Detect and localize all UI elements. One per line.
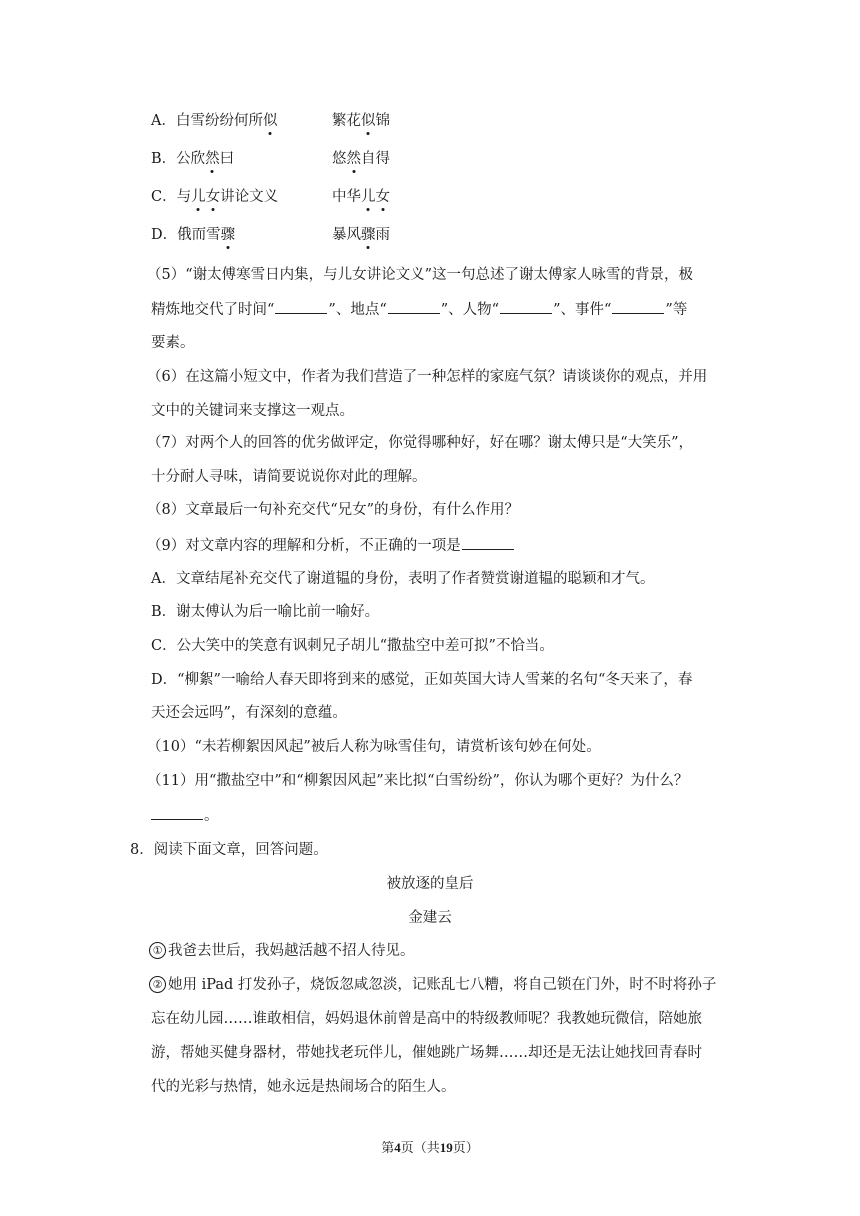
option-b-right: 悠然自得	[332, 151, 390, 167]
option-letter: D．	[151, 227, 178, 243]
q9-stem	[147, 535, 727, 556]
q9-option-b: B．谢太傅认为后一喻比前一喻好。	[151, 604, 380, 620]
q5-line3: 要素。	[151, 335, 195, 351]
page-footer	[0, 1138, 860, 1159]
emphasis-dot: 骤	[220, 227, 236, 243]
emphasis-dot: 然	[205, 151, 220, 167]
paragraph-number-2: ②	[149, 976, 166, 993]
article-title: 被放逐的皇后	[386, 876, 474, 892]
option-b-left: B．公欣然曰	[151, 151, 235, 167]
q9-option-d2: 天还会远吗”，有深刻的意蕴。	[151, 705, 347, 721]
option-letter: A．	[151, 113, 176, 129]
q7-line2: 十分耐人寻味，请简要说说你对此的理解。	[151, 469, 427, 485]
option-d-right: 暴风骤雨	[332, 227, 390, 243]
footer-text: 页）	[452, 1141, 479, 1156]
q9-option-a: A．文章结尾补充交代了谢道韫的身份，表明了作者赞赏谢道韫的聪颖和才气。	[151, 571, 655, 587]
answer-blank[interactable]	[462, 535, 514, 550]
q5-text: 精炼地交代了时间“	[151, 302, 275, 318]
option-d-left: D．俄而雪骤	[151, 227, 236, 243]
emphasis-dot: 骤	[361, 227, 376, 243]
q8: （8）文章最后一句补充交代“兄女”的身份，有什么作用？	[147, 502, 520, 518]
footer-text: 页（共	[400, 1141, 440, 1156]
q11-end: 。	[204, 808, 219, 824]
paragraph-number-1: ①	[149, 942, 166, 959]
q5-text: ”、地点“	[328, 302, 387, 318]
footer-text: 第	[381, 1141, 395, 1156]
q5-text: ”、人物“	[440, 302, 500, 318]
q9-option-c: C．公大笑中的笑意有讽刺兄子胡儿“撒盐空中差可拟”不恰当。	[151, 638, 554, 654]
section8-intro: 8．阅读下面文章，回答问题。	[130, 842, 328, 858]
emphasis-dot: 女	[375, 189, 390, 205]
page-total: 19	[439, 1140, 453, 1155]
option-a-right: 繁花似锦	[332, 113, 390, 129]
answer-blank[interactable]	[612, 299, 664, 314]
paragraph-2-line3: 游，帮她买健身器材，带她找老玩伴儿，催她跳广场舞……却还是无法让她找回青春时	[151, 1045, 702, 1061]
q5-line1: （5）“谢太傅寒雪日内集，与儿女讲论文义”这一句总述了谢太傅家人咏雪的背景，极	[147, 267, 694, 283]
paragraph-1-text: 我爸去世后，我妈越活越不招人待见。	[168, 943, 415, 959]
answer-blank[interactable]	[151, 805, 203, 820]
paragraph-1	[149, 941, 729, 961]
paragraph-2-text: 她用 iPad 打发孙子，烧饭忽咸忽淡，记账乱七八糟，将自己锁在门外，时不时将孙子	[168, 977, 717, 993]
q6-line1: （6）在这篇小短文中，作者为我们营造了一种怎样的家庭气氛？请谈谈你的观点，并用	[147, 369, 708, 385]
article-author: 金建云	[408, 910, 452, 926]
emphasis-dot: 女	[205, 189, 221, 205]
emphasis-dot: 儿	[191, 189, 206, 205]
q11-line1: （11）用“撒盐空中”和“柳絮因风起”来比拟“白雪纷纷”，你认为哪个更好？为什么？	[147, 773, 689, 789]
q5-text: ”、事件“	[553, 302, 612, 318]
option-letter: C．	[151, 189, 177, 205]
paragraph-2-line4: 代的光彩与热情，她永远是热闹场合的陌生人。	[151, 1079, 456, 1095]
q11-line2	[151, 805, 731, 826]
paragraph-2-line1	[149, 975, 729, 995]
emphasis-dot: 似	[262, 113, 278, 129]
q5-text: ”等	[665, 302, 688, 318]
option-a-left: A．白雪纷纷何所似	[151, 113, 278, 129]
paragraph-2-line2: 忘在幼儿园……谁敢相信，妈妈退休前曾是高中的特级教师呢？我教她玩微信，陪她旅	[151, 1011, 702, 1027]
emphasis-dot: 似	[361, 113, 376, 129]
q9-stem-text: （9）对文章内容的理解和分析，不正确的一项是	[147, 538, 461, 554]
emphasis-dot: 儿	[361, 189, 376, 205]
q6-line2: 文中的关键词来支撑这一观点。	[151, 403, 354, 419]
q10: （10）“未若柳絮因风起”被后人称为咏雪佳句，请赏析该句妙在何处。	[147, 739, 601, 755]
option-c-left: C．与儿女讲论文义	[151, 189, 279, 205]
answer-blank[interactable]	[275, 299, 327, 314]
answer-blank[interactable]	[388, 299, 440, 314]
q9-option-d1: D．“柳絮”一喻给人春天即将到来的感觉，正如英国大诗人雪莱的名句“冬天来了，春	[151, 672, 693, 688]
page-number: 4	[394, 1140, 401, 1155]
option-letter: B．	[151, 151, 177, 167]
q7-line1: （7）对两个人的回答的优劣做评定，你觉得哪种好，好在哪？谢太傅只是“大笑乐”，	[147, 435, 694, 451]
option-c-right: 中华儿女	[332, 189, 390, 205]
q5-line2	[151, 299, 731, 320]
answer-blank[interactable]	[500, 299, 552, 314]
emphasis-dot: 然	[346, 151, 361, 167]
